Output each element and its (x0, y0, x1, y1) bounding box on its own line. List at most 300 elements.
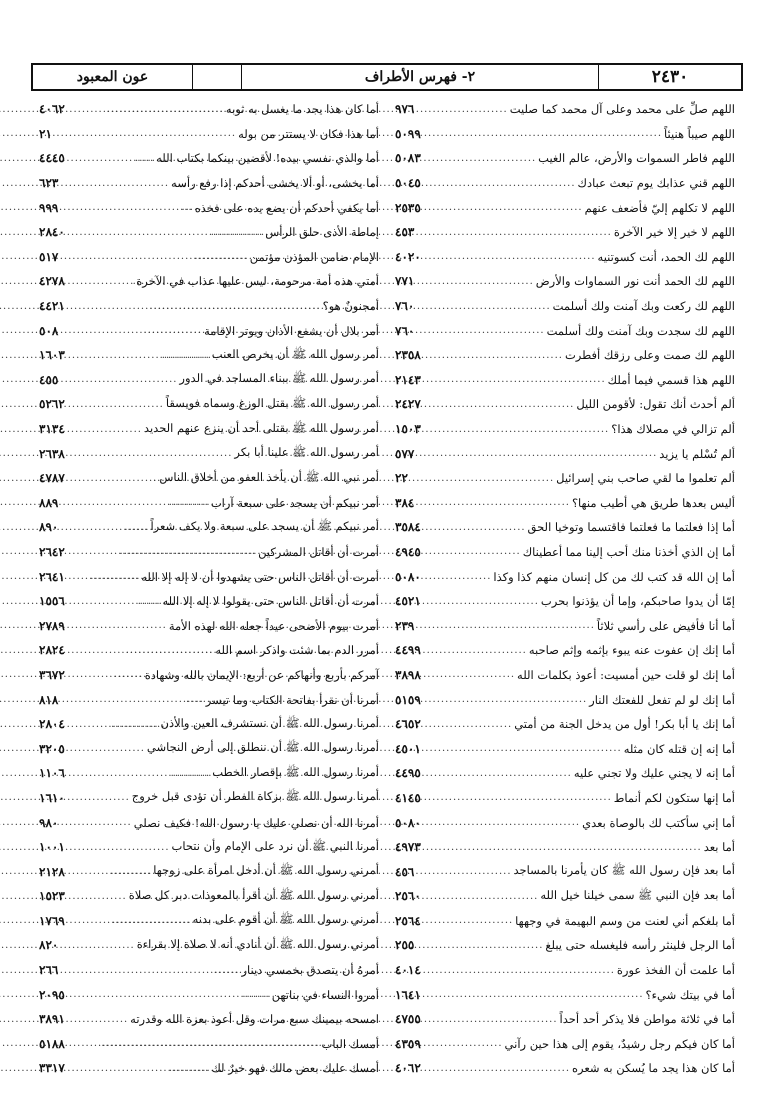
entry-text: أمر نبي الله ﷺ أن يأخذ العفو من أخلاق الناس (159, 469, 379, 484)
entry-text: اللهم لك صمت وعلى رزقك أفطرت (564, 348, 735, 363)
index-entry (39, 1056, 379, 1081)
index-entry (39, 613, 379, 638)
index-entry (395, 491, 735, 516)
index-entry (395, 466, 735, 491)
entry-text: أمرنا رسول الله ﷺ بزكاة الفطر أن تؤدى قبل خروج (131, 789, 379, 804)
leader-dots (58, 251, 249, 262)
leader-dots (414, 497, 572, 508)
leader-dots (421, 153, 538, 164)
index-entry (395, 171, 735, 196)
index-entry (395, 392, 735, 417)
index-entry (39, 294, 379, 319)
entry-number: ٣٣١٧ (39, 1061, 65, 1076)
entry-number: ٤٦٥٢ (395, 717, 421, 732)
leader-dots (414, 104, 509, 115)
leader-dots (65, 719, 161, 730)
entry-number: ٤٤٤٥ (39, 151, 65, 166)
entry-text: أما والذي نفسي بيده! لأقضين بينكما بكتاب الله (156, 151, 379, 166)
entry-number: ٥٠٨٠ (395, 569, 421, 584)
leader-dots (65, 276, 137, 287)
entry-text: آمركم بأربع وأنهاكم عن أربع: الإيمان بالله وشهادة (144, 667, 379, 682)
entry-text: أمر رسول الله ﷺ بقتل الوزغ وسماه فويسقاً (165, 395, 379, 410)
leader-dots (421, 989, 646, 1000)
entry-number: ٣٨٤ (395, 495, 415, 510)
entry-number: ٢٤٢٧ (395, 397, 421, 412)
index-entry (39, 392, 379, 417)
entry-number: ٥١٧ (39, 249, 59, 264)
index-entry (39, 491, 379, 516)
leader-dots (65, 743, 147, 754)
entry-text: أما بلغكم أني لعنت من وسم البهيمة في وجهها (515, 913, 735, 928)
entry-number: ٢٥٣٥ (395, 200, 421, 215)
leader-dots (421, 915, 515, 926)
index-entry (39, 958, 379, 983)
index-entry (39, 245, 379, 270)
index-entry (395, 810, 735, 835)
entry-text: أمرنا رسول الله ﷺ بإقصار الخطب (212, 764, 379, 779)
entry-number: ٨٩٠ (39, 520, 59, 535)
leader-dots (65, 891, 129, 902)
entry-text: أما في ثلاثة مواطن فلا يذكر أحد أحداً (559, 1012, 735, 1027)
entry-number: ٢٨٢٤ (39, 643, 65, 658)
entry-number: ٤٠٦٢ (39, 102, 65, 117)
leader-dots (65, 1014, 130, 1025)
entry-text: أمرت أن أقاتل الناس حتى يشهدوا أن لا إله إلا الله (141, 569, 379, 584)
entry-text: أما يخشى، أو ألا يخشى أحدكم إذا رفع رأسه (171, 176, 379, 191)
index-entry (395, 294, 735, 319)
entry-number: ٩٧٦ (395, 102, 415, 117)
entry-number: ٣١٣٤ (39, 422, 65, 437)
index-column-left (31, 95, 387, 1085)
leader-dots (421, 522, 528, 533)
index-entry (39, 417, 379, 442)
index-entry (395, 318, 735, 343)
entry-number: ٤٥٢١ (395, 594, 421, 609)
leader-dots (414, 866, 513, 877)
index-entry (39, 786, 379, 811)
index-entry (39, 269, 379, 294)
leader-dots (65, 866, 153, 877)
index-entry (395, 884, 735, 909)
entry-text: أليس بعدها طريق هي أطيب منها؟ (571, 495, 735, 510)
index-entry (39, 663, 379, 688)
leader-dots (421, 1014, 560, 1025)
entry-text: أما الرجل فلينثر رأسه فليغسله حتى يبلغ (545, 938, 735, 953)
leader-dots (65, 424, 144, 435)
entry-text: ألم أحدث أنك تقول: لأقومن الليل (576, 397, 735, 412)
entry-number: ٤٠١٤ (395, 963, 421, 978)
index-columns (31, 95, 743, 1085)
entry-text: أما إنك يا أبا بكر! أول من يدخل الجنة من أمتي (514, 717, 735, 732)
entry-number: ٣٥٨٤ (395, 520, 421, 535)
leader-dots (421, 424, 611, 435)
entry-number: ٢٣٩ (395, 618, 415, 633)
index-entry (39, 687, 379, 712)
entry-text: أما بعد (703, 840, 735, 855)
leader-dots (414, 940, 545, 951)
index-entry (395, 220, 735, 245)
index-entry (395, 1007, 735, 1032)
entry-number: ٤٠٢٠ (395, 249, 421, 264)
entry-number: ٤٥٥ (39, 372, 59, 387)
entry-number: ٥٠٤٥ (395, 176, 421, 191)
entry-text: أمرني رسول الله ﷺ أن أقرأ بالمعوذات دبر كل صلاة (128, 887, 379, 902)
index-entry (39, 810, 379, 835)
entry-number: ٢١٤٣ (395, 372, 421, 387)
index-entry (39, 736, 379, 761)
entry-text: أما كان فيكم رجل رشيدٌ، يقوم إلى هذا حين رآني (504, 1036, 735, 1051)
entry-text: أما كان هذا يجد ما يُسكن به شعره (572, 1061, 735, 1076)
entry-text: إمّا أن يدوا صاحبكم، وإما أن يؤذنوا بحرب (540, 594, 735, 609)
entry-number: ٤٥٣ (395, 225, 415, 240)
leader-dots (65, 153, 156, 164)
leader-dots (421, 694, 589, 705)
entry-text: أما أنا فأفيض على رأسي ثلاثاً (596, 618, 735, 633)
entry-number: ١٠٠١ (39, 840, 65, 855)
index-entry (395, 417, 735, 442)
entry-text: أمرت أن أقاتل الناس حتى يقولوا لا إله إلا الله (162, 594, 379, 609)
entry-text: اللهم لا خير إلا خير الآخرة (613, 225, 735, 240)
leader-dots (421, 768, 574, 779)
entry-number: ٥١٨٨ (39, 1036, 65, 1051)
entry-number: ٣٨٩١ (39, 1012, 65, 1027)
leader-dots (65, 768, 212, 779)
index-entry (395, 122, 735, 147)
leader-dots (65, 620, 169, 631)
index-entry (395, 638, 735, 663)
entry-number: ٢٣٥٨ (395, 348, 421, 363)
index-entry (395, 736, 735, 761)
entry-number: ٢٦٣٨ (39, 446, 65, 461)
leader-dots (58, 522, 150, 533)
entry-text: أمر رسول الله ﷺ علينا أبا بكر (234, 445, 379, 460)
entry-number: ٩٨٠ (39, 815, 59, 830)
entry-number: ١٧٦٩ (39, 913, 65, 928)
entry-number: ٤٥٦ (395, 864, 415, 879)
leader-dots (421, 743, 624, 754)
index-entry (395, 933, 735, 958)
index-entry (39, 195, 379, 220)
entry-text: اللهم قني عذابك يوم تبعث عبادك (577, 176, 735, 191)
leader-dots (58, 817, 133, 828)
section-title: ٢- فهرس الأطراف (241, 65, 599, 89)
leader-dots (421, 178, 578, 189)
entry-text: أمرني رسول الله ﷺ أن أنادي أنه لا صلاة إلا بقراءة (136, 936, 379, 951)
entry-number: ٤٤٩٥ (395, 766, 421, 781)
index-entry (395, 441, 735, 466)
index-entry (395, 97, 735, 122)
leader-dots (65, 645, 216, 656)
entry-number: ٤٢٧٨ (39, 274, 65, 289)
entry-number: ٨٨٩ (39, 495, 59, 510)
leader-dots (58, 325, 204, 336)
index-entry (39, 884, 379, 909)
index-entry (39, 1007, 379, 1032)
leader-dots (421, 719, 514, 730)
entry-text: اللهم لك الحمد أنت نور السماوات والأرض (535, 274, 735, 289)
leader-dots (65, 596, 163, 607)
entry-text: الإمام ضامن المؤذن مؤتمن (249, 249, 379, 264)
entry-number: ٢٢ (395, 471, 408, 486)
header-spacer (192, 65, 241, 89)
index-entry (395, 146, 735, 171)
entry-text: اللهم صلِّ على محمد وعلى آل محمد كما صليت (509, 102, 735, 117)
leader-dots (421, 251, 598, 262)
entry-text: أمتي هذه أمة مرحومة، ليس عليها عذاب في الآخرة (136, 274, 379, 289)
entry-text: أمرني رسول الله ﷺ أن أقوم على بدنه (192, 912, 379, 927)
leader-dots (58, 178, 171, 189)
index-entry (39, 564, 379, 589)
entry-text: أما إنك لو قلت حين أمسيت: أعوذ بكلمات الله (517, 667, 735, 682)
entry-text: أمر رسول الله ﷺ ببناء المساجد في الدور (179, 371, 379, 386)
index-entry (395, 564, 735, 589)
entry-number: ١٦١٠ (39, 790, 65, 805)
entry-text: أما بعد فإن النبي ﷺ سمى خيلنا خيل الله (540, 887, 735, 902)
index-entry (395, 245, 735, 270)
index-entry (395, 835, 735, 860)
entry-text: أمروا النساء في بناتهن (271, 987, 379, 1002)
entry-number: ٤١٤٥ (395, 790, 421, 805)
entry-number: ٤٠٦٢ (395, 1061, 421, 1076)
index-entry (39, 982, 379, 1007)
leader-dots (65, 350, 212, 361)
entry-text: أمر رسول الله ﷺ بقتلى أحد أن ينزع عنهم الحديد (143, 420, 379, 435)
entry-text: اللهم فاطر السموات والأرض، عالم الغيب (538, 151, 735, 166)
index-entry (395, 663, 735, 688)
entry-text: أما إنه إن قتله كان مثله (623, 741, 735, 756)
index-entry (39, 368, 379, 393)
leader-dots (421, 842, 704, 853)
index-entry (39, 933, 379, 958)
leader-dots (421, 350, 565, 361)
entry-number: ٢٨٤٠ (39, 225, 65, 240)
index-entry (395, 909, 735, 934)
entry-text: أما كان هذا يجد ما يغسل به ثوبه (225, 102, 379, 117)
leader-dots (65, 1038, 322, 1049)
index-entry (39, 343, 379, 368)
index-entry (39, 638, 379, 663)
entry-text: ألم تزالي في مصلاك هذا؟ (611, 422, 735, 437)
entry-text: أمر نبيكم أن يسجد على سبعة آراب (210, 495, 379, 510)
entry-text: أمرت بيوم الأضحى عيداً جعله الله لهذه الأمة (168, 618, 379, 633)
entry-number: ٢٥٥ (395, 938, 415, 953)
entry-number: ٥٧٧ (395, 446, 415, 461)
entry-number: ٥٠٩٩ (395, 126, 421, 141)
index-entry (395, 195, 735, 220)
leader-dots (58, 694, 205, 705)
entry-text: أما إني سأكتب لك بالوصاة بعدي (582, 815, 735, 830)
leader-dots (65, 571, 141, 582)
index-entry (39, 835, 379, 860)
entry-text: اللهم لك سجدت وبك آمنت ولك أسلمت (546, 323, 735, 338)
leader-dots (414, 276, 535, 287)
entry-number: ٢٧٨٩ (39, 618, 65, 633)
leader-dots (65, 1063, 212, 1074)
entry-text: أما إذا فعلتما ما فعلتما فاقتسما وتوخيا الحق (527, 520, 735, 535)
index-entry (39, 97, 379, 122)
leader-dots (65, 104, 226, 115)
entry-number: ٦٢٣ (39, 176, 59, 191)
leader-dots (65, 301, 323, 312)
index-entry (39, 859, 379, 884)
entry-number: ١٦٠٣ (39, 348, 65, 363)
entry-number: ٥٢٦٢ (39, 397, 65, 412)
entry-number: ٢٥٦٠ (395, 889, 421, 904)
index-entry (39, 540, 379, 565)
entry-number: ٥٠٨٣ (395, 151, 421, 166)
entry-number: ٥٠٨ (39, 323, 59, 338)
entry-number: ٢٦٤١ (39, 569, 65, 584)
entry-number: ٤٩٧٣ (395, 840, 421, 855)
leader-dots (65, 842, 172, 853)
index-entry (395, 1056, 735, 1081)
entry-number: ٢٠٩٥ (39, 987, 65, 1002)
entry-text: اللهم هذا قسمي فيما أملك (607, 372, 735, 387)
entry-text: أمسك الباب (321, 1036, 379, 1051)
entry-text: أمرنا رسول الله ﷺ أن نستشرف العين والأذن (160, 715, 379, 730)
leader-dots (58, 202, 194, 213)
index-entry (39, 146, 379, 171)
entry-text: أمرت أن أقاتل المشركين (258, 544, 379, 559)
entry-text: أمرنا الله أن نصلي عليك يا رسول الله! فكيف نصلي (133, 815, 379, 830)
entry-number: ٢٦٤٢ (39, 544, 65, 559)
entry-number: ١٥٢٣ (39, 889, 65, 904)
index-entry (395, 515, 735, 540)
index-entry (39, 171, 379, 196)
entry-text: أمر بلال أن يشفع الأذان ويوتر الإقامة (204, 323, 379, 338)
entry-number: ٢١ (39, 126, 52, 141)
entry-text: أمرر الدم بما شئت واذكر اسم الله (215, 643, 379, 658)
leader-dots (421, 891, 541, 902)
entry-number: ٥٠٨٠ (395, 815, 421, 830)
entry-text: اللهم لك الحمد، أنت كسوتنيه (597, 249, 735, 264)
leader-dots (58, 965, 241, 976)
entry-text: إماطة الأذى حلق الرأس (265, 225, 379, 240)
entry-number: ٤٤٢١ (39, 299, 65, 314)
leader-dots (421, 571, 494, 582)
leader-dots (52, 128, 238, 139)
leader-dots (421, 817, 582, 828)
leader-dots (414, 325, 546, 336)
entry-number: ١٥٠٣ (395, 422, 421, 437)
entry-text: أمرهُ أن يتصدق بخمسي دينار (241, 963, 379, 978)
index-entry (395, 712, 735, 737)
entry-number: ٤٧٨٧ (39, 471, 65, 486)
leader-dots (421, 202, 585, 213)
index-entry (39, 515, 379, 540)
page-header (31, 63, 743, 91)
index-entry (395, 540, 735, 565)
entry-text: ألم تُسْلم يا يزيد (659, 446, 735, 461)
leader-dots (65, 448, 235, 459)
leader-dots (421, 546, 523, 557)
entry-number: ٢٦٦ (39, 963, 59, 978)
index-entry (39, 761, 379, 786)
index-entry (39, 589, 379, 614)
entry-text: أمسك عليك بعض مالك فهو خيرٌ لك (211, 1061, 379, 1076)
entry-text: أما إنها ستكون لكم أنماط (613, 790, 735, 805)
entry-number: ٩٩٩ (39, 200, 59, 215)
index-entry (39, 1032, 379, 1057)
leader-dots (414, 301, 552, 312)
leader-dots (58, 374, 179, 385)
leader-dots (414, 620, 597, 631)
entry-number: ٧٦٠ (395, 299, 415, 314)
entry-number: ٤٥٠١ (395, 741, 421, 756)
index-entry (395, 613, 735, 638)
index-entry (39, 122, 379, 147)
entry-text: اللهم لا تكلهم إليّ فأضعف عنهم (584, 200, 735, 215)
entry-text: أمرنا النبي ﷺ أن نرد على الإمام وأن نتحاب (171, 838, 379, 853)
entry-number: ٢١٢٨ (39, 864, 65, 879)
leader-dots (421, 374, 608, 385)
entry-number: ٤٧٥٥ (395, 1012, 421, 1027)
leader-dots (421, 128, 664, 139)
leader-dots (65, 792, 132, 803)
entry-text: أمرني رسول الله ﷺ أن أدخل امرأة على زوجها (153, 863, 379, 878)
entry-number: ٤٣٥٩ (395, 1036, 421, 1051)
page-number: ٢٤٣٠ (651, 67, 689, 87)
entry-text: ألم تعلموا ما لقي صاحب بني إسرائيل (556, 471, 735, 486)
index-entry (395, 589, 735, 614)
entry-text: أما إنك لو لم تفعل للفعتك النار (589, 692, 735, 707)
leader-dots (421, 399, 577, 410)
entry-text: أما في بيتك شيء؟ (645, 987, 735, 1002)
leader-dots (421, 792, 614, 803)
leader-dots (421, 645, 529, 656)
leader-dots (421, 596, 541, 607)
entry-text: أما يكفي أحدكم أن يضع يده على فخذه (194, 200, 379, 215)
entry-text: أمجنونٌ هو؟ (322, 299, 379, 314)
entry-text: أمر رسول الله ﷺ أن يخرص العنب (211, 346, 379, 361)
entry-number: ١٦٤١ (395, 987, 421, 1002)
leader-dots (65, 473, 160, 484)
index-entry (39, 220, 379, 245)
leader-dots (421, 965, 617, 976)
leader-dots (421, 1038, 505, 1049)
index-entry (39, 318, 379, 343)
entry-text: أما بعد فإن رسول الله ﷺ كان يأمرنا بالمساجد (513, 863, 735, 878)
entry-text: أما هذا فكان لا يستتر من بوله (238, 126, 379, 141)
leader-dots (58, 497, 210, 508)
leader-dots (421, 669, 517, 680)
leader-dots (65, 669, 145, 680)
index-entry (39, 712, 379, 737)
entry-text: أما إنه لا يجني عليك ولا تجني عليه (573, 766, 735, 781)
index-entry (395, 1032, 735, 1057)
index-entry (395, 859, 735, 884)
index-entry (39, 441, 379, 466)
leader-dots (414, 448, 659, 459)
entry-number: ٨١٨ (39, 692, 59, 707)
entry-number: ٧٧١ (395, 274, 415, 289)
entry-number: ١٥٥٦ (39, 594, 65, 609)
entry-number: ٤٤٩٩ (395, 643, 421, 658)
entry-text: أمرنا رسول الله ﷺ أن ننطلق إلى أرض النجاشي (146, 740, 379, 755)
entry-number: ٢٨٠٤ (39, 717, 65, 732)
leader-dots (65, 227, 265, 238)
leader-dots (408, 473, 556, 484)
entry-number: ٧٦٠ (395, 323, 415, 338)
leader-dots (65, 989, 272, 1000)
index-column-right (387, 95, 743, 1085)
index-entry (395, 761, 735, 786)
index-entry (395, 368, 735, 393)
index-entry (395, 982, 735, 1007)
leader-dots (58, 940, 136, 951)
entry-number: ٣٦٧٢ (39, 667, 65, 682)
entry-number: ٥١٥٩ (395, 692, 421, 707)
